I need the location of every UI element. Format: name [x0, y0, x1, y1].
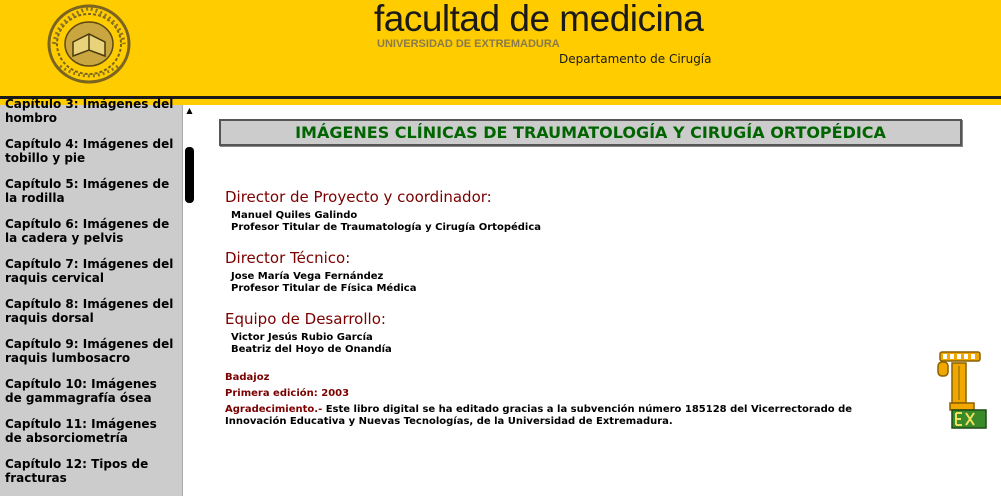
director-name: Manuel Quiles Galindo	[231, 210, 358, 221]
director-heading: Director de Proyecto y coordinador:	[225, 188, 492, 206]
director-role: Profesor Titular de Traumatología y Cirugía Ortopédica	[231, 222, 542, 233]
technical-director-heading: Director Técnico:	[225, 249, 351, 267]
sidebar-item-chapter-12[interactable]: Capítulo 12: Tipos de fracturas	[5, 457, 149, 485]
place-text: Badajoz	[225, 372, 270, 383]
sidebar-item-chapter-9[interactable]: Capítulo 9: Imágenes del raquis lumbosacro	[5, 337, 174, 365]
university-name: UNIVERSIDAD DE EXTREMADURA	[377, 38, 560, 50]
sidebar-item-chapter-7[interactable]: Capítulo 7: Imágenes del raquis cervical	[5, 257, 174, 285]
university-seal-icon	[46, 4, 132, 84]
acknowledgement-label: Agradecimiento.-	[225, 404, 323, 415]
technical-director-name: Jose María Vega Fernández	[231, 271, 384, 282]
dev-team-heading: Equipo de Desarrollo:	[225, 310, 386, 328]
technical-director-role: Profesor Titular de Física Médica	[231, 283, 417, 294]
sidebar-item-chapter-5[interactable]: Capítulo 5: Imágenes de la rodilla	[5, 177, 170, 205]
book-title: IMÁGENES CLÍNICAS DE TRAUMATOLOGÍA Y CIRUGÍA ORTOPÉDICA	[295, 123, 886, 142]
scrollbar-thumb[interactable]	[185, 147, 194, 203]
sidebar-item-chapter-3[interactable]: Capítulo 3: Imágenes del hombro	[5, 97, 174, 125]
sidebar-item-chapter-6[interactable]: Capítulo 6: Imágenes de la cadera y pelvis	[5, 217, 170, 245]
faculty-title: facultad de medicina	[374, 0, 704, 39]
uex-logo-icon	[936, 350, 988, 430]
sidebar-scrollbar[interactable]	[182, 105, 196, 496]
department-name: Departamento de Cirugía	[559, 52, 712, 66]
chapter-sidebar	[0, 97, 196, 496]
sidebar-item-chapter-4[interactable]: Capítulo 4: Imágenes del tobillo y pie	[5, 137, 174, 165]
acknowledgement-text: Este libro digital se ha editado gracias a la subvención número 185128 del Vicerrectorado de Innovación Educativa y Nuevas Tecnologías, de la Universidad de Extremadura.	[225, 404, 853, 427]
chapter-list	[5, 97, 177, 497]
sidebar-item-chapter-11[interactable]: Capítulo 11: Imágenes de absorciometría	[5, 417, 157, 445]
edition-text: Primera edición: 2003	[225, 388, 350, 399]
sidebar-item-chapter-10[interactable]: Capítulo 10: Imágenes de gammagrafía ósea	[5, 377, 157, 405]
dev-team-member-1: Victor Jesús Rubio García	[231, 332, 373, 343]
header-banner	[0, 0, 1001, 96]
scroll-up-arrow-icon[interactable]: ▲	[186, 106, 193, 115]
book-title-box	[219, 119, 962, 146]
sidebar-item-chapter-8[interactable]: Capítulo 8: Imágenes del raquis dorsal	[5, 297, 174, 325]
acknowledgement	[225, 404, 875, 428]
dev-team-member-2: Beatriz del Hoyo de Onandía	[231, 344, 392, 355]
